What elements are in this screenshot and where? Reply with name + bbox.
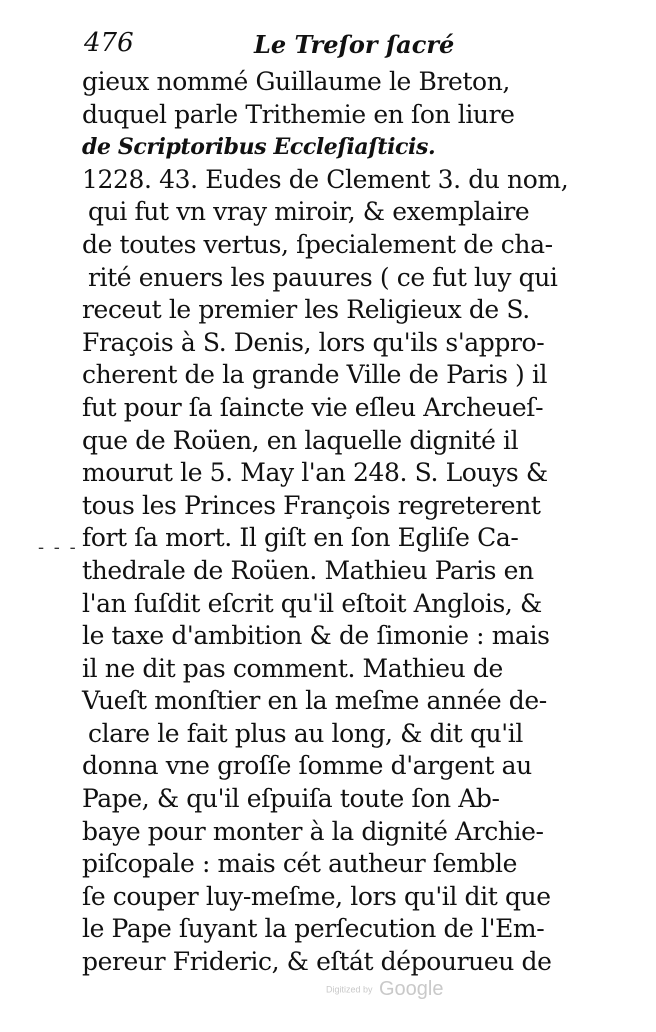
text-line: baye pour monter à la dignité Archie- bbox=[82, 816, 544, 846]
text-line: receut le premier les Religieux de S. bbox=[82, 295, 530, 325]
text-line: de toutes vertus, ſpecialement de cha- bbox=[82, 229, 553, 259]
body-text bbox=[82, 66, 569, 979]
text-line: ſe couper luy-meſme, lors qu'il dit que bbox=[82, 881, 551, 911]
text-line: 1228. 43. Eudes de Clement 3. du nom, bbox=[82, 164, 569, 194]
text-line: Fraçois à S. Denis, lors qu'ils s'appro- bbox=[82, 327, 545, 357]
watermark-brand: Google bbox=[378, 978, 444, 1000]
text-line: mourut le 5. May l'an 248. S. Louys & bbox=[82, 458, 548, 488]
text-line: donna vne groſſe ſomme d'argent au bbox=[82, 751, 532, 781]
margin-mark: - - - bbox=[38, 537, 78, 558]
text-line: Vueſt monſtier en la meſme année de- bbox=[82, 686, 547, 716]
text-line: gieux nommé Guillaume le Breton, bbox=[82, 67, 510, 96]
text-line: le taxe d'ambition & de ſimonie : mais bbox=[82, 621, 550, 651]
text-line: cherent de la grande Ville de Paris ) il bbox=[82, 360, 548, 390]
text-line: fort ſa mort. Il giſt en ſon Egliſe Ca- bbox=[82, 523, 519, 553]
text-line: qui fut vn vray miroir, & exemplaire bbox=[88, 197, 530, 227]
text-line: que de Roüen, en laquelle dignité il bbox=[82, 425, 519, 455]
text-line: tous les Princes François regreterent bbox=[82, 490, 541, 520]
running-title: Le Treſor ſacré bbox=[254, 30, 455, 59]
text-line: le Pape ſuyant la perſecution de l'Em- bbox=[82, 914, 545, 944]
digitized-watermark bbox=[326, 978, 443, 1001]
text-line: il ne dit pas comment. Mathieu de bbox=[82, 653, 503, 683]
text-line: piſcopale : mais cét autheur ſemble bbox=[82, 849, 517, 879]
text-line: pereur Frideric, & eſtát dépourueu de bbox=[82, 947, 552, 977]
text-line: fut pour ſa ſaincte vie eſleu Archeueſ- bbox=[82, 392, 544, 422]
page-number: 476 bbox=[84, 28, 134, 58]
text-line: rité enuers les pauures ( ce fut luy qui bbox=[88, 262, 558, 292]
text-line: thedrale de Roüen. Mathieu Paris en bbox=[82, 555, 534, 585]
page-header bbox=[84, 28, 544, 62]
text-line: Pape, & qu'il eſpuiſa toute ſon Ab- bbox=[82, 784, 500, 814]
text-line: duquel parle Trithemie en ſon liure bbox=[82, 99, 515, 129]
text-line: clare le fait plus au long, & dit qu'il bbox=[88, 718, 523, 748]
watermark-prefix: Digitized by bbox=[326, 984, 373, 995]
text-line-italic-citation: de Scriptoribus Eccleſiaſticis. bbox=[82, 134, 436, 161]
text-line: l'an ſuſdit eſcrit qu'il eſtoit Anglois, & bbox=[82, 588, 542, 618]
